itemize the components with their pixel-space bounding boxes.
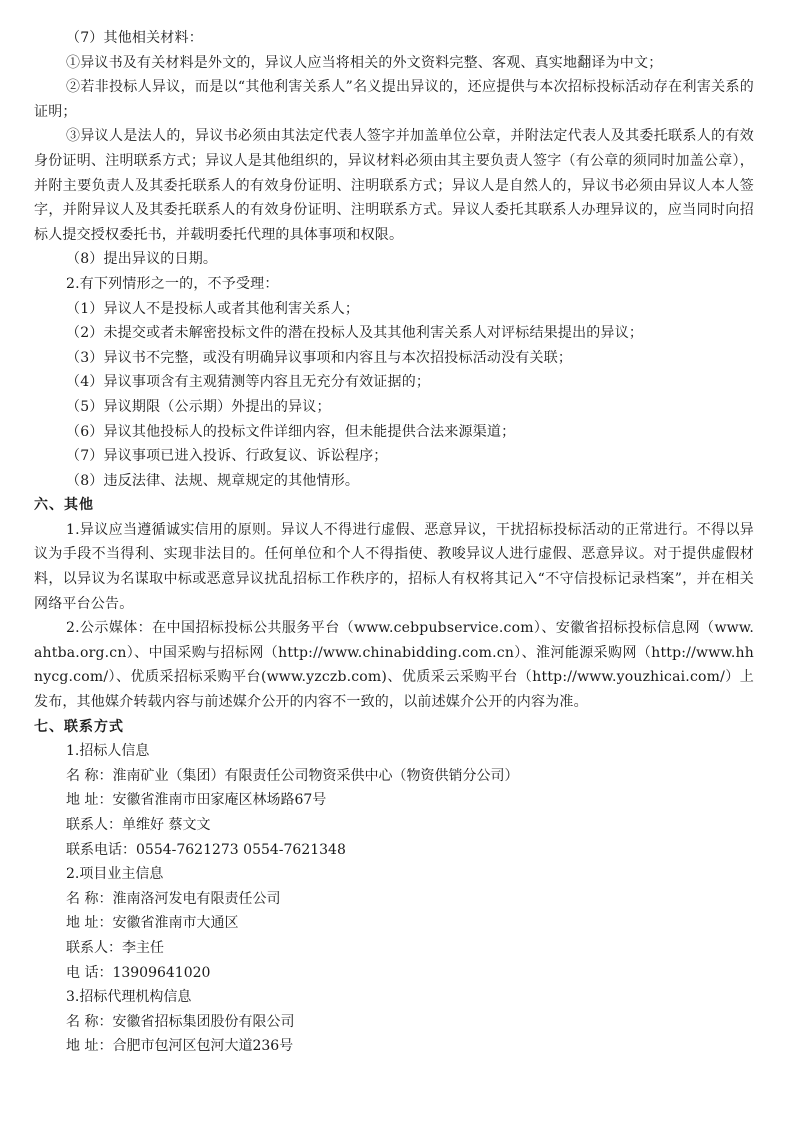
sub-item-2-interest-proof: ②若非投标人异议，而是以“其他利害关系人”名义提出异议的，还应提供与本次招标投标活动存在利害关系的证明； <box>34 79 754 120</box>
tenderer-name: 名 称：淮南矿业（集团）有限责任公司物资采供中心（物资供销分公司） <box>66 767 519 784</box>
rejection-item: （3）异议书不完整，或没有明确异议事项和内容且与本次招投标活动没有关联； <box>66 349 573 366</box>
owner-info-title: 2.项目业主信息 <box>66 866 164 883</box>
rejection-item: （2）未提交或者未解密投标文件的潜在投标人及其其他利害关系人对评标结果提出的异议； <box>66 325 644 342</box>
document-page <box>34 26 754 1059</box>
agency-address: 地 址：合肥市包河区包河大道236号 <box>66 1038 294 1055</box>
tenderer-contact-person: 联系人：单维好 蔡文文 <box>66 817 211 833</box>
tenderer-info-title: 1.招标人信息 <box>66 743 150 760</box>
section-heading-contact: 七、联系方式 <box>34 718 124 735</box>
agency-info-title: 3.招标代理机构信息 <box>66 989 192 1006</box>
rejection-item: （4）异议事项含有主观猜测等内容且无充分有效证据的； <box>66 374 431 391</box>
other-paragraph-2-media: 2.公示媒体：在中国招标投标公共服务平台（www.cebpubservice.com）、安徽省招标投标信息网（www.ahtba.org.cn）、中国采购与招标网（http://www.chinabidding.com.cn）、淮河能源采购网（http://www.hhnycg.com/）、优质采招标采购平台(www.yzczb.com)、优质采云采购平台（http://www.youzhicai.com/）上发布，其他媒介转载内容与前述媒介公开的内容不一致的，以前述媒介公开的内容为准。 <box>34 620 754 711</box>
agency-name: 名 称：安徽省招标集团股份有限公司 <box>66 1013 295 1030</box>
owner-phone: 电 话：13909641020 <box>66 964 211 981</box>
tenderer-phone: 联系电话：0554-7621273 0554-7621348 <box>66 841 346 858</box>
other-paragraph-1: 1.异议应当遵循诚实信用的原则。异议人不得进行虚假、恶意异议，干扰招标投标活动的正常进行。不得以异议为手段不当得利、实现非法目的。任何单位和个人不得指使、教唆异议人进行虚假、恶意异议。对于提供虚假材料，以异议为名谋取中标或恶意异议扰乱招标工作秩序的，招标人有权将其记入“不守信投标记录档案”，并在相关网络平台公告。 <box>34 521 754 612</box>
section-heading-other: 六、其他 <box>34 497 94 514</box>
rejection-item: （1）异议人不是投标人或者其他利害关系人； <box>66 300 360 317</box>
rejection-item: （5）异议期限（公示期）外提出的异议； <box>66 398 331 415</box>
owner-contact-person: 联系人：李主任 <box>66 939 164 956</box>
rejection-title: 2.有下列情形之一的，不予受理： <box>66 275 279 292</box>
item-7-other-materials: （7）其他相关材料： <box>66 30 203 46</box>
tenderer-address: 地 址：安徽省淮南市田家庵区林场路67号 <box>66 792 327 809</box>
rejection-item: （8）违反法律、法规、规章规定的其他情形。 <box>66 472 360 489</box>
owner-name: 名 称：淮南洛河发电有限责任公司 <box>66 890 281 907</box>
rejection-item: （7）异议事项已进入投诉、行政复议、诉讼程序； <box>66 448 388 465</box>
owner-address: 地 址：安徽省淮南市大通区 <box>66 915 239 932</box>
item-8-date: （8）提出异议的日期。 <box>66 251 218 268</box>
rejection-item: （6）异议其他投标人的投标文件详细内容，但未能提供合法来源渠道； <box>66 423 516 440</box>
sub-item-1-translation: ①异议书及有关材料是外文的，异议人应当将相关的外文资料完整、客观、真实地翻译为中文； <box>66 54 663 71</box>
sub-item-3-signature: ③异议人是法人的，异议书必须由其法定代表人签字并加盖单位公章，并附法定代表人及其委托联系人的有效身份证明、注明联系方式；异议人是其他组织的，异议材料必须由其主要负责人签字（有公章的须同时加盖公章），并附主要负责人及其委托联系人的有效身份证明、注明联系方式；异议人是自然人的，异议书必须由异议人本人签字，并附异议人及其委托联系人的有效身份证明、注明联系方式。异议人委托其联系人办理异议的，应当同时向招标人提交授权委托书，并载明委托代理的具体事项和权限。 <box>34 128 754 243</box>
